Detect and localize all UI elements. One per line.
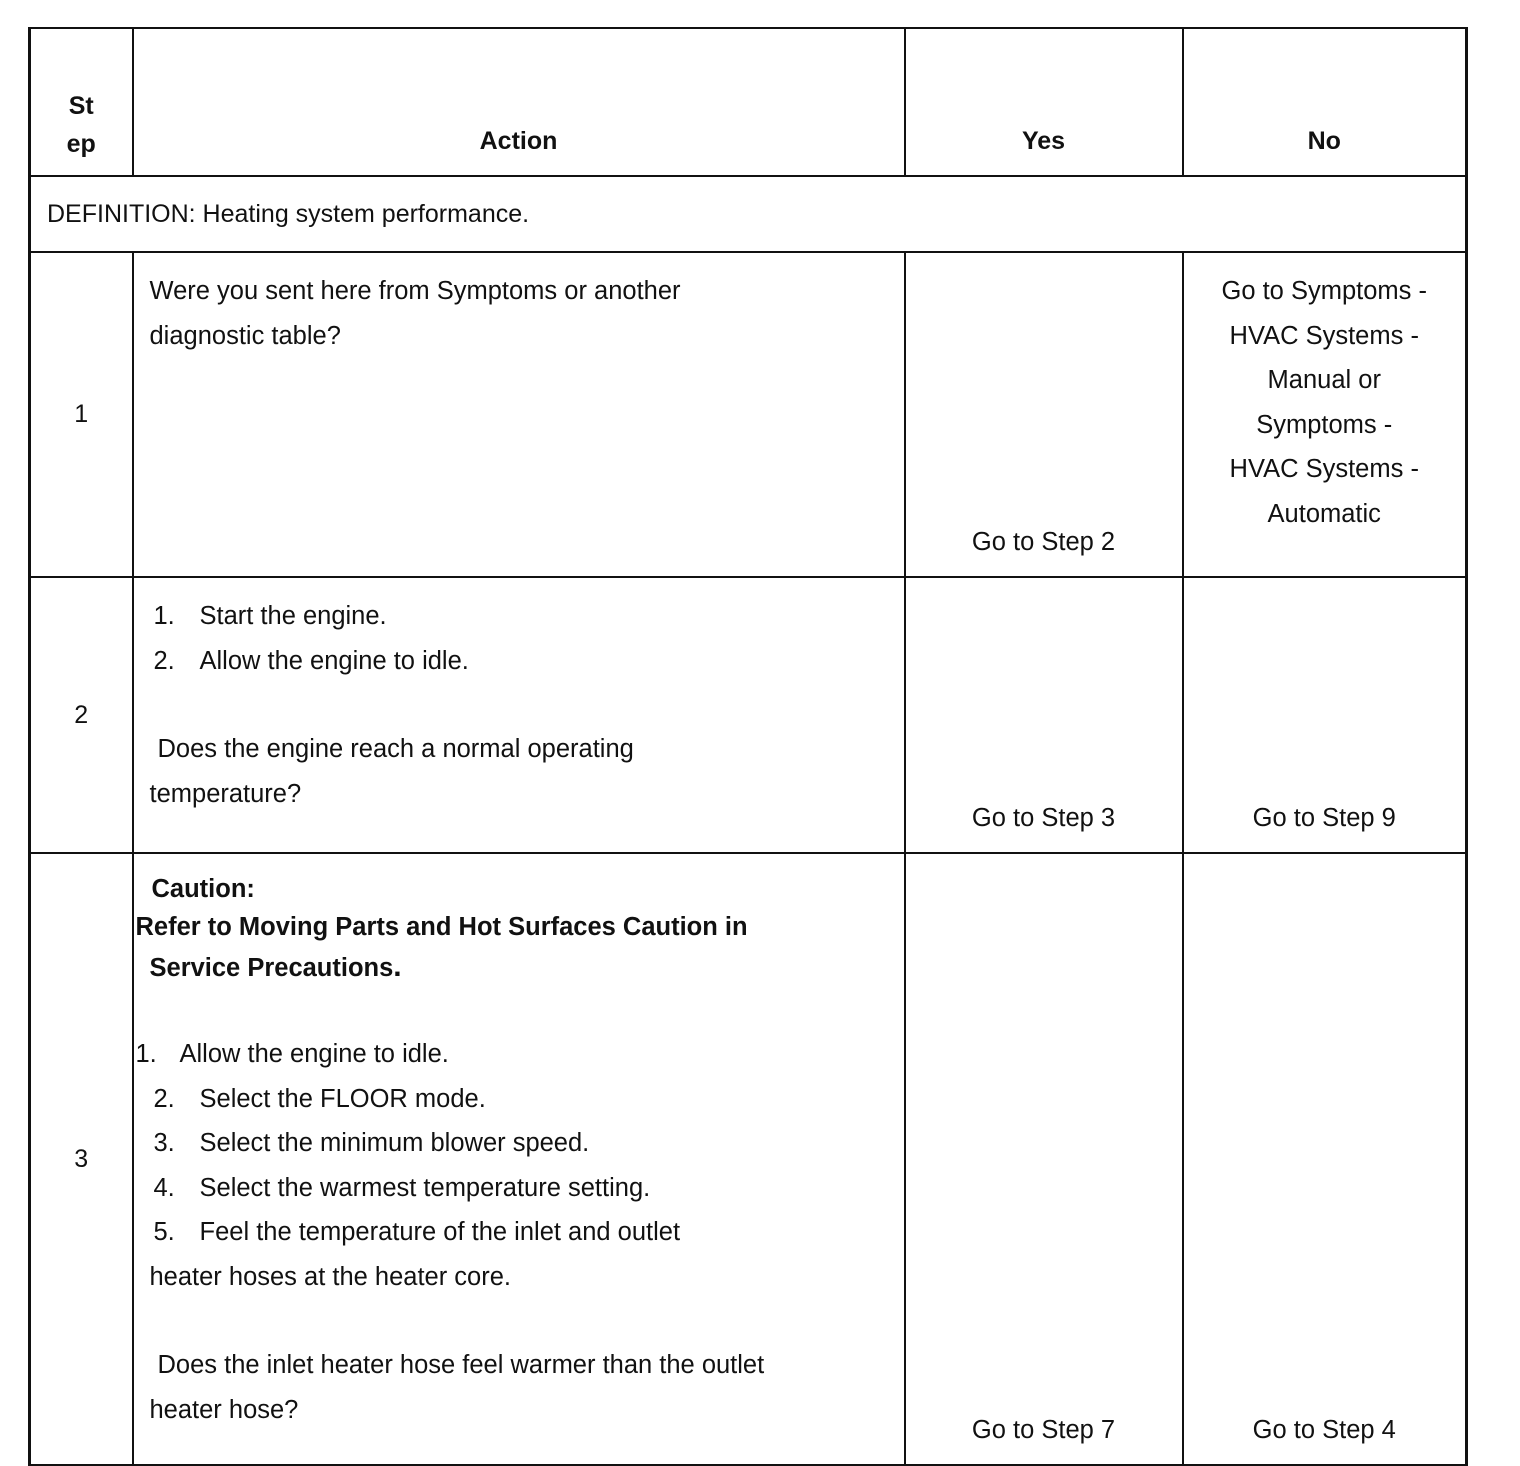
header-no <box>1183 28 1467 176</box>
list-item-continuation: heater hoses at the heater core. <box>149 1262 511 1291</box>
no-cell: Go to Step 4 <box>1183 853 1467 1465</box>
list-text: Select the FLOOR mode. <box>199 1084 486 1113</box>
list-item <box>150 639 894 684</box>
header-row <box>30 28 1467 176</box>
definition-row <box>30 176 1467 252</box>
header-no-label: No <box>1307 127 1341 155</box>
list-text: Start the engine. <box>199 602 387 630</box>
caution-period: . <box>393 950 402 983</box>
list-item <box>150 1210 894 1255</box>
yes-cell: Go to Step 7 <box>905 853 1183 1465</box>
header-step-line2: ep <box>66 130 96 158</box>
list-item <box>150 594 894 639</box>
list-number: 2. <box>153 1084 175 1113</box>
header-yes <box>905 28 1183 176</box>
caution-line: Refer to Moving Parts and Hot Surfaces Caution in <box>135 913 748 941</box>
list-number: 4. <box>153 1173 175 1202</box>
list-number: 1. <box>153 602 175 630</box>
header-yes-label: Yes <box>1021 127 1066 155</box>
question-line: Were you sent here from Symptoms or another <box>149 277 681 305</box>
header-action <box>133 28 905 176</box>
header-step-line1: St <box>68 92 94 120</box>
list-number: 5. <box>153 1218 175 1246</box>
caution-line <box>150 947 894 988</box>
diagnostic-table <box>28 27 1468 1466</box>
no-line: HVAC Systems - <box>1229 321 1419 350</box>
header-step <box>30 28 133 176</box>
list-item <box>150 1121 894 1166</box>
header-action-label: Action <box>479 127 558 155</box>
step-number: 3 <box>30 853 133 1465</box>
no-line: HVAC Systems - <box>1229 455 1419 483</box>
question-line: temperature? <box>149 779 302 808</box>
table-row <box>30 577 1467 853</box>
no-cell: Go to Step 9 <box>1183 577 1467 853</box>
list-item <box>136 1032 894 1077</box>
list-number: 2. <box>153 646 175 675</box>
list-text: Select the minimum blower speed. <box>199 1129 590 1157</box>
action-cell <box>133 577 905 853</box>
table-row <box>30 853 1467 1465</box>
table-row <box>30 252 1467 577</box>
no-line: Manual or <box>1267 366 1381 394</box>
question-line: Does the inlet heater hose feel warmer than the outlet <box>157 1351 765 1379</box>
caution-link-text: Service Precautions <box>149 954 394 982</box>
yes-cell: Go to Step 2 <box>905 252 1183 577</box>
yes-cell: Go to Step 3 <box>905 577 1183 853</box>
list-number: 3. <box>153 1129 175 1157</box>
list-number: 1. <box>135 1040 157 1068</box>
step-number: 1 <box>30 252 133 577</box>
no-line: Go to Symptoms - <box>1221 277 1427 305</box>
list-item <box>150 1166 894 1211</box>
action-cell <box>133 853 905 1465</box>
list-item <box>150 1077 894 1122</box>
list-text: Select the warmest temperature setting. <box>199 1173 651 1202</box>
list-text: Allow the engine to idle. <box>179 1040 449 1068</box>
step-number: 2 <box>30 577 133 853</box>
question-line: diagnostic table? <box>149 321 341 350</box>
no-line: Symptoms - <box>1256 410 1393 439</box>
action-cell <box>133 252 905 577</box>
question-line: Does the engine reach a normal operating <box>157 735 634 763</box>
list-text: Feel the temperature of the inlet and outlet <box>199 1218 681 1246</box>
question-line: heater hose? <box>149 1395 299 1424</box>
list-text: Allow the engine to idle. <box>199 646 469 675</box>
no-cell <box>1183 252 1467 577</box>
caution-title: Caution: <box>151 875 255 903</box>
no-line: Automatic <box>1267 499 1381 528</box>
definition-text: DEFINITION: Heating system performance. <box>30 176 1467 252</box>
